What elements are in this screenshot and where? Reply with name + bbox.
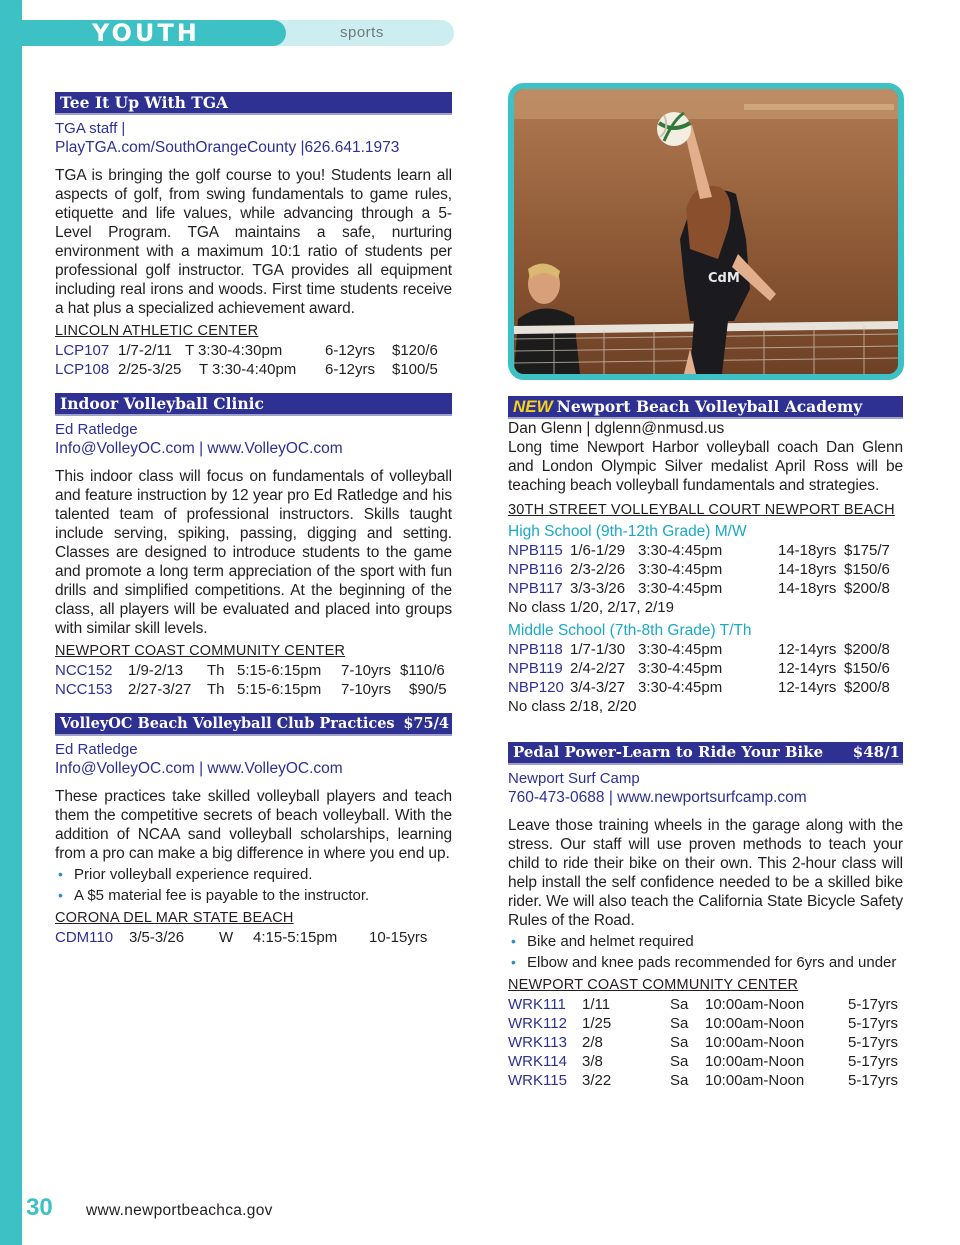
instructor: Ed Ratledge [55, 421, 138, 438]
location-label: LINCOLN ATHLETIC CENTER [55, 323, 259, 339]
class-dates: 1/7-1/30 [570, 641, 626, 658]
program-price: $75/4 [403, 715, 449, 732]
class-day: Sa [670, 1053, 689, 1070]
volleyball-photo [508, 83, 904, 380]
class-time: 3:30-4:45pm [638, 561, 723, 578]
footer-website-link[interactable]: www.newportbeachca.gov [86, 1202, 273, 1219]
class-day: Sa [670, 1015, 689, 1032]
class-fee: $200/8 [844, 641, 890, 658]
class-date: 3/22 [582, 1072, 612, 1089]
class-time: 5:15-6:15pm [237, 662, 322, 679]
class-code[interactable]: NPB119 [508, 660, 563, 677]
program-title: Tee It Up With TGA [60, 93, 229, 112]
list-item: • Bike and helmet required [508, 932, 903, 951]
class-row [508, 1052, 903, 1071]
class-code[interactable]: WRK111 [508, 996, 566, 1013]
class-ages: 12-14yrs [778, 660, 837, 677]
class-ages: 6-12yrs [325, 342, 376, 359]
class-date: 3/8 [582, 1053, 603, 1070]
contact-link[interactable]: 760-473-0688 | www.newportsurfcamp.com [508, 789, 807, 806]
program-description: Long time Newport Harbor volleyball coach Dan Glenn and London Olympic Silver medalist April Ross will be teaching beach volleyball fundamentals and strategies. [508, 439, 903, 494]
class-ages: 12-14yrs [778, 679, 837, 696]
class-code[interactable]: CDM110 [55, 929, 114, 946]
requirements-list [508, 932, 903, 972]
age-group-heading: High School (9th-12th Grade) M/W [508, 523, 747, 540]
schedule-note: No class 1/20, 2/17, 2/19 [508, 599, 674, 616]
class-time: 10:00am-Noon [705, 996, 805, 1013]
class-date: 1/11 [582, 996, 611, 1013]
class-ages: 6-12yrs [325, 361, 376, 378]
class-date: 1/25 [582, 1015, 612, 1032]
program-description: These practices take skilled volleyball players and teach them the competitive secrets of beach volleyball. With the addition of NCAA sand volleyball scholarships, learning from a pro can make a big difference in where you end up. [55, 788, 452, 862]
class-day: Sa [670, 996, 689, 1013]
class-fee: $120/6 [392, 342, 438, 359]
class-time: 3:30-4:45pm [638, 542, 723, 559]
class-code[interactable]: NCC153 [55, 681, 113, 698]
class-dates: 1/7-2/11 [118, 342, 172, 359]
class-date: 2/8 [582, 1034, 603, 1051]
class-code[interactable]: NPB117 [508, 580, 563, 597]
class-dates: 1/6-1/29 [570, 542, 626, 559]
class-time: T 3:30-4:40pm [199, 361, 297, 378]
class-ages: 14-18yrs [778, 542, 837, 559]
class-time: 10:00am-Noon [705, 1034, 805, 1051]
class-time: 3:30-4:45pm [638, 580, 723, 597]
class-dates: 3/3-3/26 [570, 580, 626, 597]
age-group-heading: Middle School (7th-8th Grade) T/Th [508, 622, 752, 639]
program-beach-club [55, 713, 452, 947]
class-fee: $200/8 [844, 679, 890, 696]
class-row [508, 1071, 903, 1090]
class-fee: $175/7 [844, 542, 890, 559]
class-row [508, 678, 903, 697]
location-label: 30TH STREET VOLLEYBALL COURT NEWPORT BEACH [508, 502, 895, 518]
program-title: VolleyOC Beach Volleyball Club Practices [60, 715, 395, 732]
instructor: Ed Ratledge [55, 741, 138, 758]
class-code[interactable]: LCP107 [55, 342, 110, 359]
class-ages: 12-14yrs [778, 641, 837, 658]
location-label: CORONA DEL MAR STATE BEACH [55, 910, 294, 926]
class-time: 3:30-4:45pm [638, 679, 723, 696]
class-ages: 5-17yrs [848, 1034, 899, 1051]
program-description: This indoor class will focus on fundamentals of volleyball and feature instruction by 12 year pro Ed Ratledge and his talented team of professional instructors. Skills taught include serving, spiking, passing, digging and setting. Classes are designed to introduce students to the game and promote a long term appreciation of the sport with fun drills and simplified competitions. At the beginning of the class, all players will be evaluated and placed into groups with similar skill levels. [55, 468, 452, 637]
class-ages: 7-10yrs [341, 662, 392, 679]
contact-link[interactable]: PlayTGA.com/SouthOrangeCounty |626.641.1973 [55, 139, 400, 156]
class-dates: 2/27-3/27 [128, 681, 192, 698]
program-description: TGA is bringing the golf course to you! Students learn all aspects of golf, from swing fundamentals to game rules, etiquette and life values, while advancing through a 5-Level Program. TGA maintains a safe, nurturing environment with a maximum 10:1 ratio of students per professional golf instructor. TGA provides all equipment including real irons and woods. First time students receive a hat plus a specialized achievement award. [55, 167, 452, 317]
class-day: Sa [670, 1072, 689, 1089]
class-ages: 5-17yrs [848, 996, 899, 1013]
class-dates: 3/4-3/27 [570, 679, 626, 696]
class-ages: 7-10yrs [341, 681, 392, 698]
program-beach-academy [508, 396, 903, 716]
class-code[interactable]: NPB116 [508, 561, 563, 578]
class-time: 10:00am-Noon [705, 1015, 805, 1032]
class-day: Sa [670, 1034, 689, 1051]
instructor: Newport Surf Camp [508, 770, 640, 787]
class-fee: $150/6 [844, 660, 890, 677]
class-row [55, 341, 452, 360]
class-code[interactable]: WRK113 [508, 1034, 567, 1051]
left-column [55, 92, 452, 947]
class-dates: 1/9-2/13 [128, 662, 184, 679]
class-time: 4:15-5:15pm [253, 929, 338, 946]
program-title-bar [55, 713, 452, 734]
class-code[interactable]: NPB115 [508, 542, 563, 559]
class-row [508, 640, 903, 659]
class-code[interactable]: WRK115 [508, 1072, 567, 1089]
class-ages: 5-17yrs [848, 1053, 899, 1070]
class-code[interactable]: NPB118 [508, 641, 563, 658]
class-code[interactable]: NCC152 [55, 662, 113, 679]
program-price: $48/1 [852, 743, 900, 761]
program-title-bar [508, 742, 903, 763]
class-fee: $200/8 [844, 580, 890, 597]
class-row [508, 1014, 903, 1033]
side-accent-bar [0, 0, 22, 1245]
requirements-list [55, 865, 452, 905]
class-time: 3:30-4:45pm [638, 660, 723, 677]
class-time: 10:00am-Noon [705, 1053, 805, 1070]
section-subtitle: sports [340, 24, 384, 41]
class-ages: 10-15yrs [369, 929, 428, 946]
schedule-note: No class 2/18, 2/20 [508, 698, 637, 715]
class-ages: 14-18yrs [778, 561, 837, 578]
program-title-bar [55, 92, 452, 113]
class-fee: $110/6 [400, 662, 445, 679]
class-code[interactable]: WRK114 [508, 1053, 567, 1070]
class-fee: $150/6 [844, 561, 890, 578]
class-day: W [219, 929, 234, 946]
jersey-text: CdM [708, 271, 740, 286]
class-row [55, 680, 452, 699]
list-item: • Elbow and knee pads recommended for 6yrs and under [508, 953, 903, 972]
program-tga [55, 92, 452, 379]
class-fee: $90/5 [409, 681, 447, 698]
class-time: 10:00am-Noon [705, 1072, 805, 1089]
class-dates: 2/25-3/25 [118, 361, 182, 378]
class-dates: 3/5-3/26 [129, 929, 185, 946]
contact-link[interactable]: Info@VolleyOC.com | www.VolleyOC.com [55, 760, 343, 777]
list-item: • Prior volleyball experience required. [55, 865, 452, 884]
list-item: • A $5 material fee is payable to the instructor. [55, 886, 452, 905]
location-label: NEWPORT COAST COMMUNITY CENTER [508, 977, 799, 993]
class-code[interactable]: LCP108 [55, 361, 110, 378]
class-row [55, 360, 452, 379]
program-description: Leave those training wheels in the garage along with the stress. Our staff will use proven methods to teach your child to ride their bike on their own. This 2-hour class will help install the self confidence needed to be a skilled bike rider. We will also teach the California State Bicycle Safety Rules of the Road. [508, 817, 903, 929]
class-row [508, 579, 903, 598]
class-time: T 3:30-4:30pm [185, 342, 283, 359]
class-day: Th [207, 681, 225, 698]
class-ages: 5-17yrs [848, 1015, 899, 1032]
program-title: Newport Beach Volleyball Academy [556, 397, 863, 416]
program-title-bar [55, 393, 452, 414]
class-row [508, 995, 903, 1014]
class-row [55, 661, 452, 680]
class-fee: $100/5 [392, 361, 438, 378]
contact-link[interactable]: Info@VolleyOC.com | www.VolleyOC.com [55, 440, 343, 457]
class-row [55, 928, 452, 947]
class-time: 3:30-4:45pm [638, 641, 723, 658]
class-time: 5:15-6:15pm [237, 681, 322, 698]
program-title: Indoor Volleyball Clinic [60, 394, 264, 413]
new-badge: NEW [513, 397, 553, 416]
class-row [508, 541, 903, 560]
class-row [508, 659, 903, 678]
class-code[interactable]: NBP120 [508, 679, 564, 696]
instructor: TGA staff | [55, 120, 126, 137]
class-code[interactable]: WRK112 [508, 1015, 567, 1032]
page-number: 30 [26, 1194, 53, 1221]
class-row [508, 560, 903, 579]
volleyball-player-image [514, 89, 898, 374]
class-dates: 2/4-2/27 [570, 660, 626, 677]
program-bike [508, 742, 903, 1090]
class-ages: 5-17yrs [848, 1072, 899, 1089]
section-title: YOUTH [92, 19, 200, 47]
class-day: Th [207, 662, 225, 679]
class-ages: 14-18yrs [778, 580, 837, 597]
program-title: Pedal Power-Learn to Ride Your Bike [513, 743, 824, 761]
class-dates: 2/3-2/26 [570, 561, 626, 578]
contact-link[interactable]: Dan Glenn | dglenn@nmusd.us [508, 420, 725, 437]
program-title-bar [508, 396, 903, 417]
program-indoor-clinic [55, 393, 452, 699]
class-row [508, 1033, 903, 1052]
right-column [508, 396, 903, 1090]
location-label: NEWPORT COAST COMMUNITY CENTER [55, 643, 346, 659]
